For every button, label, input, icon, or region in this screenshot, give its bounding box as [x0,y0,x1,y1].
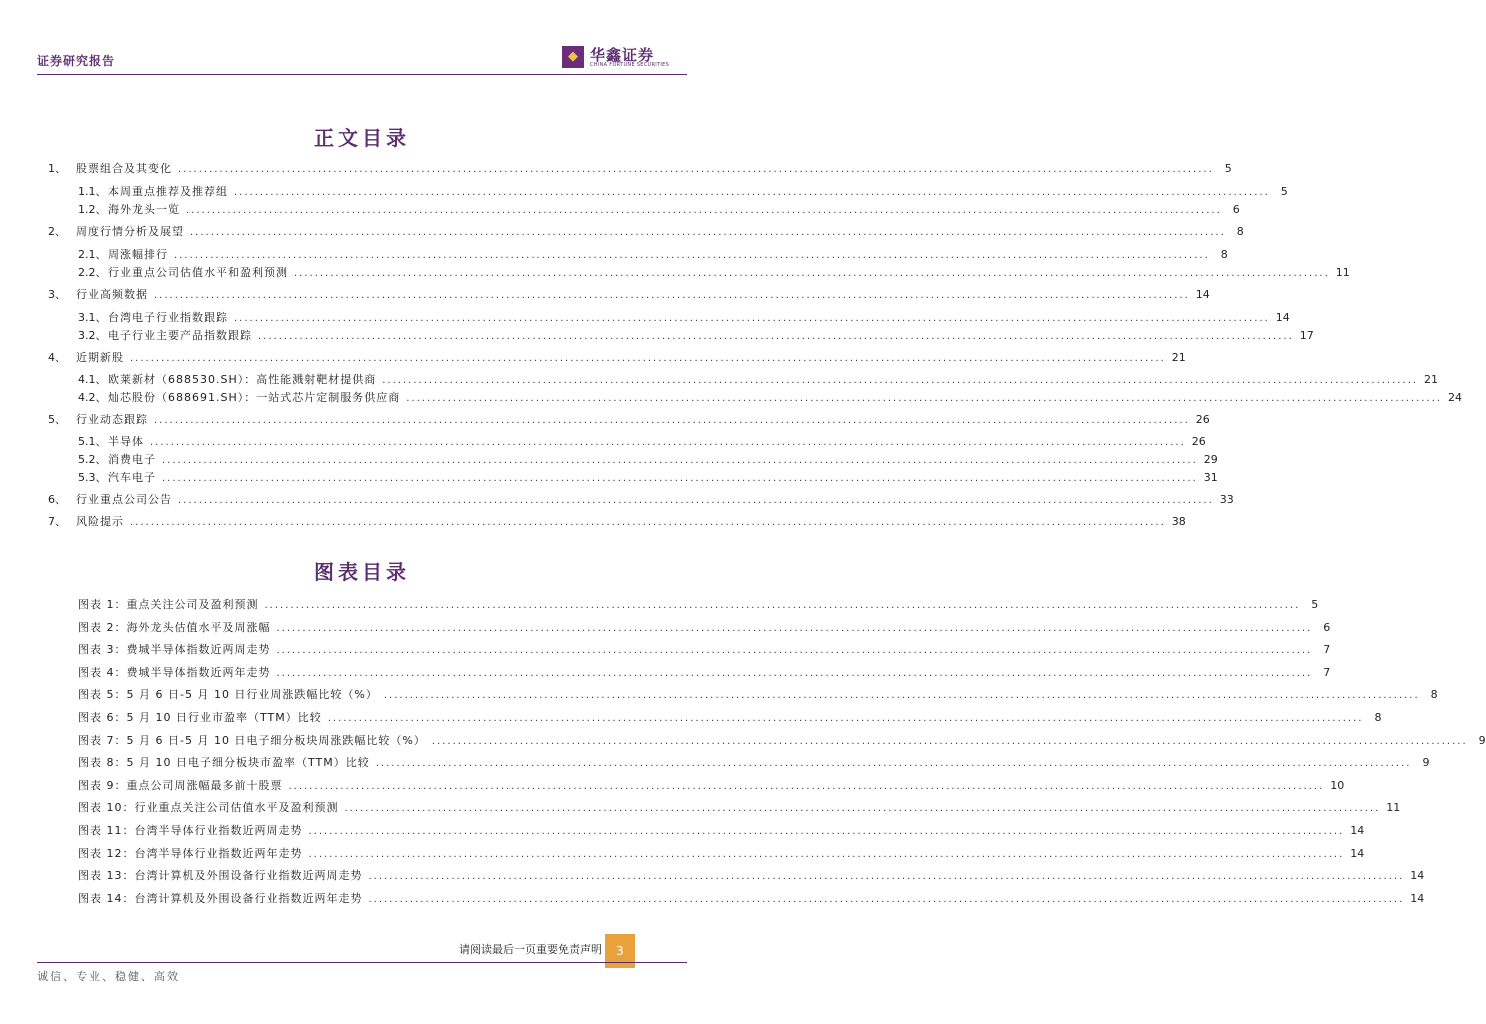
figure-text: 图表 1：重点关注公司及盈利预测 [78,598,259,611]
figure-leader-dots: ........................................................................................................................................................................................................ [276,623,1313,634]
toc-leader-dots: ........................................................................................................................................................................................................ [130,517,1166,528]
toc-page-number: 8 [1236,225,1244,238]
toc-leader-dots: ........................................................................................................................................................................................................ [130,353,1166,364]
toc-number: 3、 [48,288,66,301]
toc-leader-dots: ........................................................................................................................................................................................................ [178,164,1214,175]
logo-english-name: CHINA FORTUNE SECURITIES [590,62,670,68]
toc-page-number: 8 [1220,248,1228,261]
toc-leader-dots: ........................................................................................................................................................................................................ [234,313,1270,324]
toc-page-number: 11 [1335,266,1350,279]
toc-leader-dots: ........................................................................................................................................................................................................ [406,393,1442,404]
company-logo [562,46,672,72]
figure-leader-dots: ........................................................................................................................................................................................................ [383,690,1420,701]
figure-entry[interactable] [78,596,1319,612]
toc-number: 5.2、 [78,453,107,466]
figure-text: 图表 14：台湾计算机及外围设备行业指数近两年走势 [78,892,363,905]
report-type-label: 证券研究报告 [37,54,116,68]
figure-page-number: 11 [1386,801,1401,814]
toc-page-number: 38 [1171,515,1186,528]
toc-number: 3.2、 [78,329,107,342]
figure-leader-dots: ........................................................................................................................................................................................................ [431,736,1468,747]
toc-leader-dots: ........................................................................................................................................................................................................ [190,227,1226,238]
toc-text: 周涨幅排行 [108,248,168,261]
figure-entry[interactable] [78,822,1365,838]
toc-text: 行业重点公司公告 [76,493,172,506]
toc-entry[interactable] [78,451,1218,467]
toc-leader-dots: ........................................................................................................................................................................................................ [234,187,1270,198]
toc-number: 6、 [48,493,66,506]
figure-entry[interactable] [78,619,1331,635]
toc-entry[interactable] [48,513,1186,529]
figure-page-number: 7 [1323,666,1331,679]
figure-leader-dots: ........................................................................................................................................................................................................ [276,645,1313,656]
toc-text: 汽车电子 [108,471,156,484]
figure-page-number: 14 [1350,824,1365,837]
toc-page-number: 17 [1299,329,1314,342]
toc-number: 1.1、 [78,185,107,198]
toc-page-number: 26 [1191,435,1206,448]
figure-page-number: 8 [1374,711,1382,724]
figure-entry[interactable] [78,890,1425,906]
toc-text: 周度行情分析及展望 [76,225,184,238]
figure-leader-dots: ........................................................................................................................................................................................................ [276,668,1313,679]
huaxin-logo-mark-icon: ◆ [562,46,584,68]
toc-leader-dots: ........................................................................................................................................................................................................ [154,415,1190,426]
figure-page-number: 6 [1323,621,1331,634]
toc-page-number: 31 [1203,471,1218,484]
toc-entry[interactable] [48,491,1234,507]
figure-leader-dots: ........................................................................................................................................................................................................ [327,713,1364,724]
toc-leader-dots: ........................................................................................................................................................................................................ [150,437,1186,448]
toc-title: 正文目录 [314,126,410,150]
figure-leader-dots: ........................................................................................................................................................................................................ [308,826,1345,837]
toc-text: 台湾电子行业指数跟踪 [108,311,228,324]
toc-text: 行业高频数据 [76,288,148,301]
toc-page-number: 21 [1424,373,1438,386]
toc-page-number: 14 [1195,288,1210,301]
toc-page-number: 33 [1219,493,1234,506]
footer-motto: 诚信、专业、稳健、高效 [37,970,180,983]
toc-leader-dots: ........................................................................................................................................................................................................ [186,205,1222,216]
toc-number: 2.2、 [78,266,107,279]
figure-page-number: 14 [1410,892,1425,905]
toc-entry[interactable] [78,201,1240,217]
figure-text: 图表 10：行业重点关注公司估值水平及盈利预测 [78,801,339,814]
toc-page-number: 26 [1195,413,1210,426]
toc-leader-dots: ........................................................................................................................................................................................................ [154,290,1190,301]
toc-page-number: 5 [1280,185,1288,198]
toc-text: 半导体 [108,435,144,448]
toc-text: 本周重点推荐及推荐组 [108,185,228,198]
toc-entry[interactable] [78,264,1350,280]
figure-leader-dots: ........................................................................................................................................................................................................ [368,894,1405,905]
toc-number: 1、 [48,162,66,175]
toc-number: 3.1、 [78,311,107,324]
toc-text: 海外龙头一览 [108,203,180,216]
toc-page-number: 29 [1203,453,1218,466]
figure-page-number: 14 [1350,847,1365,860]
toc-text: 欧莱新材（688530.SH）：高性能溅射靶材提供商 [108,373,377,386]
figure-text: 图表 12：台湾半导体行业指数近两年走势 [78,847,303,860]
figure-page-number: 8 [1430,688,1438,701]
toc-number: 2、 [48,225,66,238]
toc-entry[interactable] [78,389,1462,405]
figure-text: 图表 9：重点公司周涨幅最多前十股票 [78,779,283,792]
figure-page-number: 9 [1478,734,1486,747]
toc-number: 5.1、 [78,435,107,448]
toc-page-number: 24 [1448,391,1462,404]
toc-number: 4.2、 [78,391,107,404]
logo-chinese-name: 华鑫证券 [590,46,655,64]
toc-entry[interactable] [78,309,1290,325]
figure-text: 图表 5：5 月 6 日-5 月 10 日行业周涨跌幅比较（%） [78,688,378,701]
toc-text: 股票组合及其变化 [76,162,172,175]
toc-leader-dots: ........................................................................................................................................................................................................ [382,375,1418,386]
figure-text: 图表 8：5 月 10 日电子细分板块市盈率（TTM）比较 [78,756,370,769]
figures-title: 图表目录 [314,560,410,584]
figure-leader-dots: ........................................................................................................................................................................................................ [344,803,1381,814]
figure-entry[interactable] [78,641,1331,657]
toc-text: 行业重点公司估值水平和盈利预测 [108,266,288,279]
figure-leader-dots: ........................................................................................................................................................................................................ [264,600,1301,611]
figure-leader-dots: ........................................................................................................................................................................................................ [375,758,1412,769]
figure-page-number: 14 [1410,869,1425,882]
figure-text: 图表 13：台湾计算机及外围设备行业指数近两周走势 [78,869,363,882]
toc-entry[interactable] [78,469,1218,485]
toc-text: 近期新股 [76,351,124,364]
figure-text: 图表 3：费城半导体指数近两周走势 [78,643,271,656]
figure-page-number: 7 [1323,643,1331,656]
toc-entry[interactable] [78,327,1314,343]
figure-entry[interactable] [78,867,1425,883]
figure-leader-dots: ........................................................................................................................................................................................................ [308,849,1345,860]
figure-entry[interactable] [78,754,1430,770]
page-number-badge: 3 [605,934,635,968]
toc-page-number: 14 [1275,311,1290,324]
toc-text: 风险提示 [76,515,124,528]
toc-entry[interactable] [78,183,1288,199]
figure-text: 图表 7：5 月 6 日-5 月 10 日电子细分板块周涨跌幅比较（%） [78,734,426,747]
toc-entry[interactable] [48,160,1232,176]
figure-page-number: 9 [1422,756,1430,769]
toc-number: 2.1、 [78,248,107,261]
toc-leader-dots: ........................................................................................................................................................................................................ [294,268,1330,279]
toc-text: 灿芯股份（688691.SH）：一站式芯片定制服务供应商 [108,391,401,404]
toc-number: 5.3、 [78,471,107,484]
toc-page-number: 5 [1224,162,1232,175]
toc-entry[interactable] [78,433,1206,449]
figure-entry[interactable] [78,845,1365,861]
toc-leader-dots: ........................................................................................................................................................................................................ [162,473,1198,484]
toc-text: 电子行业主要产品指数跟踪 [108,329,252,342]
figure-text: 图表 6：5 月 10 日行业市盈率（TTM）比较 [78,711,322,724]
toc-entry[interactable] [48,349,1186,365]
toc-entry[interactable] [48,223,1244,239]
figure-entry[interactable] [78,732,1486,748]
toc-page-number: 6 [1232,203,1240,216]
figure-entry[interactable] [78,799,1401,815]
toc-number: 5、 [48,413,66,426]
toc-page-number: 21 [1171,351,1186,364]
figure-page-number: 10 [1330,779,1345,792]
disclaimer-notice: 请阅读最后一页重要免责声明 [459,943,602,956]
toc-number: 4.1、 [78,373,107,386]
figure-entry[interactable] [78,777,1345,793]
toc-entry[interactable] [48,411,1210,427]
header-divider [37,74,687,75]
figure-text: 图表 2：海外龙头估值水平及周涨幅 [78,621,271,634]
figure-leader-dots: ........................................................................................................................................................................................................ [288,781,1325,792]
toc-number: 7、 [48,515,66,528]
toc-text: 消费电子 [108,453,156,466]
toc-leader-dots: ........................................................................................................................................................................................................ [258,331,1294,342]
figure-text: 图表 11：台湾半导体行业指数近两周走势 [78,824,303,837]
figure-leader-dots: ........................................................................................................................................................................................................ [368,871,1405,882]
toc-text: 行业动态跟踪 [76,413,148,426]
toc-entry[interactable] [78,371,1438,387]
toc-number: 1.2、 [78,203,107,216]
toc-leader-dots: ........................................................................................................................................................................................................ [162,455,1198,466]
toc-leader-dots: ........................................................................................................................................................................................................ [174,250,1210,261]
footer-divider [37,962,687,963]
figure-text: 图表 4：费城半导体指数近两年走势 [78,666,271,679]
toc-entry[interactable] [78,246,1228,262]
figure-page-number: 5 [1311,598,1319,611]
toc-number: 4、 [48,351,66,364]
toc-leader-dots: ........................................................................................................................................................................................................ [178,495,1214,506]
figure-entry[interactable] [78,709,1382,725]
figure-entry[interactable] [78,664,1331,680]
toc-entry[interactable] [48,286,1210,302]
figure-entry[interactable] [78,686,1438,702]
